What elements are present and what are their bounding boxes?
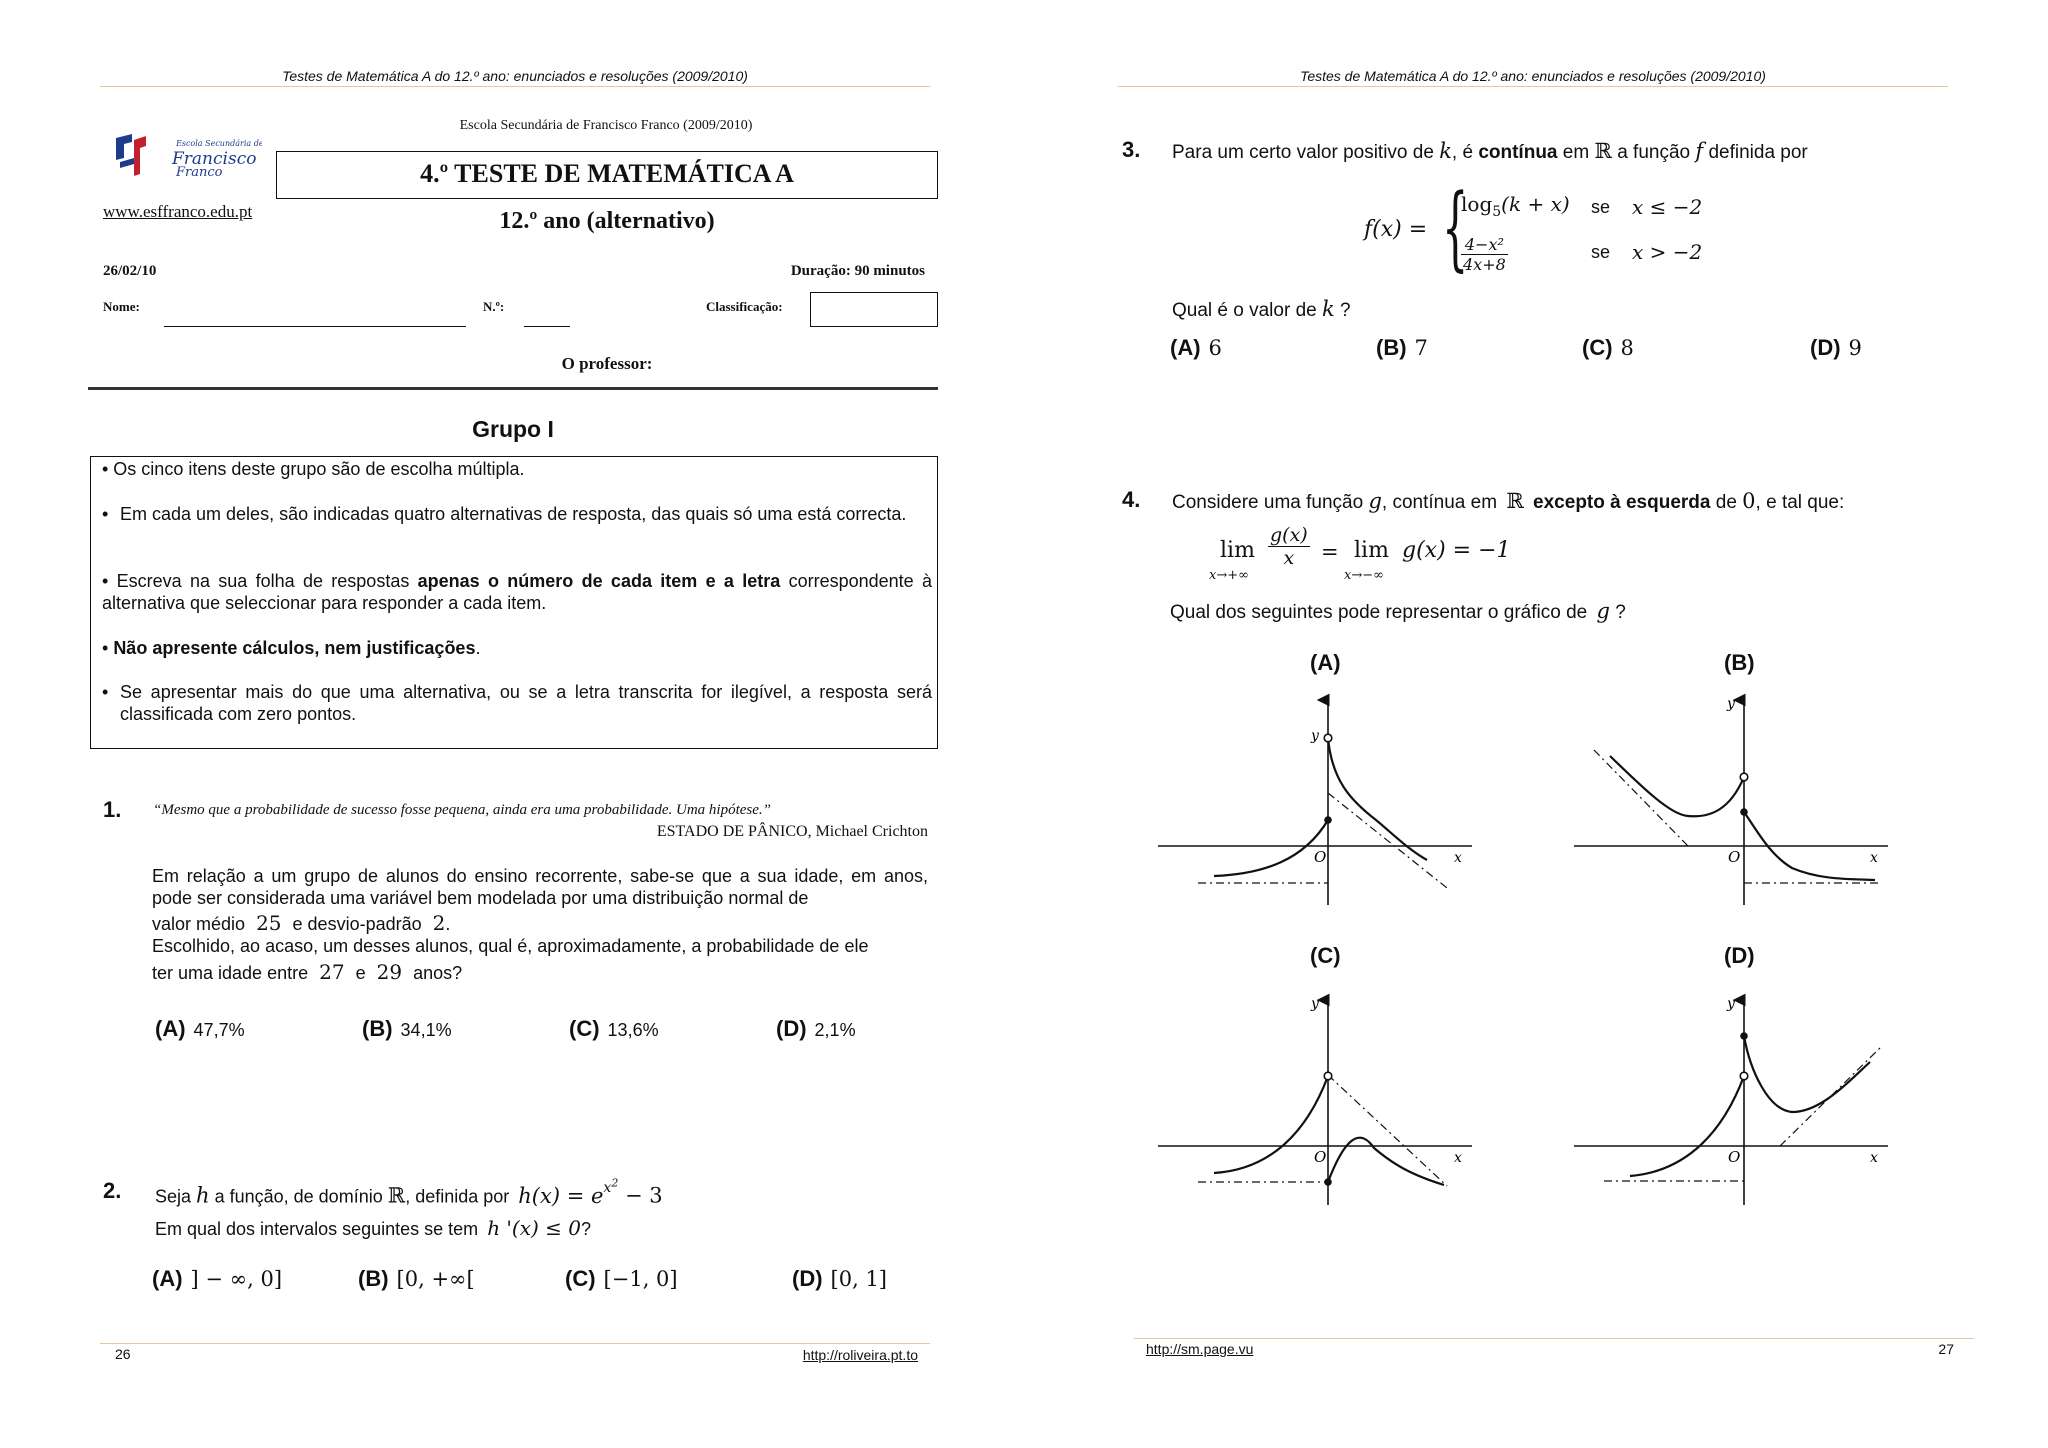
header-rule — [1118, 86, 1948, 87]
graph-d-label[interactable]: (D) — [1724, 943, 1755, 968]
q1-option-a[interactable] — [155, 1016, 245, 1042]
origin-label: O — [1314, 848, 1327, 866]
q3-intro: Para um certo valor positivo de — [1172, 142, 1434, 163]
logo-name-2: Franco — [176, 165, 223, 180]
instruction-1: • Os cinco itens deste grupo são de escolha múltipla. — [102, 459, 525, 479]
q3-se-1: se — [1591, 197, 1611, 217]
q2-qmark: ? — [581, 1219, 592, 1239]
footer-url-right[interactable]: http://sm.page.vu — [1146, 1341, 1254, 1357]
q4-lim-1-sub: x→+∞ — [1209, 568, 1249, 583]
y-label: y — [1727, 996, 1735, 1012]
teacher-label: O professor: — [561, 354, 653, 373]
q4-question — [1170, 599, 1626, 624]
q4-fraction — [1268, 524, 1310, 569]
instruction-4: • Não apresente cálculos, nem justificações. — [102, 638, 481, 658]
instruction-3-pre: • Escreva na sua folha de respostas — [102, 571, 418, 591]
q1-quote: “Mesmo que a probabilidade de sucesso fosse pequena, ainda era uma probabilidade. Uma hipótese.” — [153, 802, 771, 818]
q1-option-b[interactable] — [362, 1016, 452, 1042]
q4-text — [1172, 489, 1844, 514]
q1-text-3: Escolhido, ao acaso, um desses alunos, qual é, aproximadamente, a probabilidade de ele — [152, 936, 869, 956]
school-logo — [112, 116, 262, 196]
q4-equals: = — [1321, 540, 1339, 564]
q2-exponent-power: 2 — [611, 1176, 619, 1189]
footer-rule — [1134, 1338, 1974, 1339]
q3-case-2 — [1461, 235, 1508, 274]
y-label: y — [1727, 696, 1735, 712]
instruction-3-bold: apenas o número de cada item e a letra — [417, 571, 781, 591]
q4-fraction-denominator: x — [1283, 547, 1295, 569]
q3-option-c[interactable] — [1582, 335, 1634, 361]
grade-label: Classificação: — [706, 299, 783, 314]
q3-case-1 — [1461, 192, 1570, 220]
x-label: x — [1454, 850, 1462, 866]
page-number-right: 27 — [1938, 1341, 1954, 1357]
q4-reals: ℝ — [1506, 489, 1524, 513]
q1-mean-value: 25 — [256, 911, 282, 935]
open-point — [1324, 1072, 1332, 1080]
school-website-link[interactable]: www.esffranco.edu.pt — [103, 202, 253, 221]
q3-question — [1172, 297, 1351, 322]
name-label: Nome: — [103, 299, 140, 314]
section-divider — [88, 387, 938, 390]
q2-question: Em qual dos intervalos seguintes se tem — [155, 1219, 479, 1239]
q1-option-c-label: (C) — [569, 1016, 600, 1041]
instruction-4-bold: Não apresente cálculos, nem justificações — [113, 638, 476, 658]
q4-question-g: g — [1596, 599, 1610, 623]
q1-option-c[interactable] — [569, 1016, 659, 1042]
origin-label: O — [1728, 1148, 1741, 1166]
q2-option-d-value: [0, 1] — [830, 1267, 888, 1291]
q3-fx: f(x) = — [1364, 217, 1428, 242]
q4-such-that: , e tal que: — [1755, 492, 1845, 513]
q1-text-1: Em relação a um grupo de alunos do ensino recorrente, sabe-se que a sua idade, em anos, pode ser considerada uma variável bem modelada por uma distribuição normal de — [152, 866, 928, 908]
q3-reals: ℝ — [1594, 139, 1612, 163]
q2-domain-text: a função, de domínio — [214, 1186, 383, 1207]
q3-option-c-value: 8 — [1620, 336, 1634, 360]
q1-option-a-label: (A) — [155, 1016, 186, 1041]
curve-right — [1328, 1138, 1444, 1185]
y-label: y — [1311, 996, 1319, 1012]
q1-period: . — [445, 914, 451, 934]
q1-option-a-value: 47,7% — [193, 1020, 245, 1040]
q3-log-arg: (k + x) — [1501, 192, 1570, 216]
q2-option-c-label: (C) — [565, 1266, 596, 1291]
test-subtitle: 12.º ano (alternativo) — [499, 208, 715, 234]
q1-number: 1. — [103, 797, 122, 822]
q2-option-b-value: [0, +∞[ — [396, 1267, 475, 1291]
q1-option-d-label: (D) — [776, 1016, 807, 1041]
q3-the-function: a função — [1617, 142, 1691, 163]
q3-continuous: contínua — [1478, 142, 1558, 163]
q4-question-text: Qual dos seguintes pode representar o gráfico de — [1170, 602, 1588, 623]
name-field[interactable] — [164, 326, 466, 327]
footer-rule — [100, 1343, 930, 1344]
q2-text-2 — [155, 1216, 591, 1240]
q2-option-c[interactable] — [565, 1266, 678, 1292]
q3-in: em — [1562, 142, 1590, 163]
page-number-left: 26 — [115, 1346, 131, 1362]
instruction-5: • Se apresentar mais do que uma alternativa, ou se a letra transcrita for ilegível, a resposta será classificada com zero pontos. — [102, 682, 932, 724]
number-label: N.º: — [483, 299, 505, 314]
instruction-3 — [102, 570, 932, 614]
running-header: Testes de Matemática A do 12.º ano: enunciados e resoluções (2009/2010) — [282, 68, 748, 84]
x-label: x — [1870, 850, 1878, 866]
q2-option-d-label: (D) — [792, 1266, 823, 1291]
q4-gx: g(x) = −1 — [1402, 538, 1511, 563]
q4-except-left: excepto à esquerda — [1533, 492, 1711, 513]
q3-option-a-label: (A) — [1170, 335, 1201, 360]
q3-cond-1: x ≤ −2 — [1632, 195, 1703, 219]
q1-range-high: 29 — [376, 960, 403, 984]
q1-text-2 — [152, 911, 450, 935]
q3-log: log — [1461, 192, 1493, 216]
graph-b-label[interactable]: (B) — [1724, 650, 1755, 675]
open-point — [1740, 1072, 1748, 1080]
right-page — [1024, 0, 2048, 1448]
q1-option-d[interactable] — [776, 1016, 856, 1042]
q3-is: , é — [1451, 142, 1474, 163]
q2-defined-by: , definida por — [405, 1186, 510, 1207]
q3-question-k: k — [1321, 297, 1335, 321]
q3-fraction-denominator: 4x+8 — [1463, 255, 1506, 274]
graph-c[interactable] — [1154, 990, 1484, 1215]
q3-option-a[interactable] — [1170, 335, 1222, 361]
q2-reals: ℝ — [387, 1183, 406, 1208]
test-date: 26/02/10 — [103, 263, 157, 279]
q3-k: k — [1439, 139, 1452, 163]
q4-fraction-numerator: g(x) — [1270, 524, 1308, 546]
instruction-3-post: correspondente à alternativa que seleccionar para responder a cada item. — [102, 571, 932, 613]
curve-left — [1214, 820, 1328, 876]
q3-option-d-label: (D) — [1810, 335, 1841, 360]
q4-g: g — [1368, 489, 1382, 513]
q2-exponent: x — [603, 1179, 612, 1196]
q3-option-b[interactable] — [1376, 335, 1428, 361]
q3-option-d[interactable] — [1810, 335, 1862, 361]
q3-option-d-value: 9 — [1848, 336, 1862, 360]
q4-lim-2: lim — [1354, 538, 1389, 563]
header-rule — [100, 86, 930, 87]
q2-seja: Seja — [155, 1186, 192, 1207]
graph-d[interactable] — [1570, 990, 1900, 1215]
asymptote-oblique — [1328, 1075, 1447, 1186]
q1-option-c-value: 13,6% — [607, 1020, 659, 1040]
q4-zero: 0 — [1742, 489, 1756, 513]
q3-se-2: se — [1591, 242, 1611, 262]
test-duration: Duração: 90 minutos — [790, 263, 925, 279]
q2-option-c-value: [−1, 0] — [603, 1267, 678, 1291]
q2-option-a-value: ] − ∞, 0] — [190, 1267, 283, 1291]
curve-left — [1610, 756, 1744, 816]
closed-point — [1740, 1032, 1748, 1040]
closed-point — [1324, 1178, 1332, 1186]
q2-h: h — [196, 1183, 210, 1208]
q4-of: de — [1715, 492, 1737, 513]
q1-text-4 — [152, 960, 462, 984]
q2-condition: h '(x) ≤ 0 — [487, 1216, 582, 1240]
q3-defined-by: definida por — [1708, 142, 1808, 163]
q1-sd-label: e desvio-padrão — [292, 914, 422, 934]
q1-quote-source: ESTADO DE PÂNICO, Michael Crichton — [656, 823, 928, 840]
q2-formula: h(x) = e — [518, 1183, 604, 1208]
school-header: Escola Secundária de Francisco Franco (2009/2010) — [459, 118, 753, 133]
q3-log-base: 5 — [1492, 204, 1502, 220]
curve-right — [1744, 1036, 1870, 1112]
q4-lim-1: lim — [1220, 538, 1255, 563]
q1-range-low: 27 — [319, 960, 345, 984]
q2-option-d[interactable] — [792, 1266, 887, 1292]
group-title: Grupo I — [472, 416, 554, 442]
x-label: x — [1454, 1150, 1462, 1166]
q3-brace: { — [1442, 174, 1469, 281]
instruction-2-text: Em cada um deles, são indicadas quatro alternativas de resposta, das quais só uma está correcta. — [120, 504, 907, 524]
q2-option-b[interactable] — [358, 1266, 475, 1292]
q3-cond-2: x > −2 — [1632, 240, 1703, 264]
graph-a[interactable] — [1154, 690, 1484, 915]
curve-left — [1630, 1076, 1744, 1176]
instruction-2: • Em cada um deles, são indicadas quatro alternativas de resposta, das quais só uma está correcta. — [102, 503, 932, 525]
running-header: Testes de Matemática A do 12.º ano: enunciados e resoluções (2009/2010) — [1300, 68, 1766, 84]
q3-option-b-value: 7 — [1414, 336, 1428, 360]
q3-f: f — [1695, 139, 1704, 163]
grade-box[interactable] — [810, 292, 938, 327]
q1-years: anos? — [413, 963, 463, 983]
y-label: y — [1311, 728, 1319, 744]
number-field[interactable] — [524, 326, 570, 327]
footer-url-left[interactable]: http://roliveira.pt.to — [802, 1347, 918, 1363]
q3-fraction-numerator: 4−x² — [1461, 235, 1508, 255]
graph-a-label[interactable]: (A) — [1310, 650, 1341, 675]
graph-c-label[interactable]: (C) — [1310, 943, 1341, 968]
x-label: x — [1870, 1150, 1878, 1166]
q3-option-a-value: 6 — [1208, 336, 1222, 360]
instruction-5-text: Se apresentar mais do que uma alternativa, ou se a letra transcrita for ilegível, a resposta será classificada com zero pontos. — [120, 682, 932, 724]
q2-option-a-label: (A) — [152, 1266, 183, 1291]
closed-point — [1324, 816, 1332, 824]
q4-number: 4. — [1122, 487, 1141, 512]
curve-left — [1214, 1076, 1328, 1173]
instruction-4-post: . — [475, 638, 481, 658]
q4-lim-2-sub: x→−∞ — [1344, 568, 1384, 583]
logo-small-text: Escola Secundária de — [176, 139, 262, 148]
origin-label: O — [1314, 1148, 1327, 1166]
q4-intro: Considere uma função — [1172, 492, 1364, 513]
q1-option-b-label: (B) — [362, 1016, 393, 1041]
q2-text-1 — [155, 1176, 663, 1208]
q1-mean-label: valor médio — [152, 914, 246, 934]
q3-option-b-label: (B) — [1376, 335, 1407, 360]
q1-option-b-value: 34,1% — [400, 1020, 452, 1040]
q1-option-d-value: 2,1% — [814, 1020, 856, 1040]
q3-question-mark: ? — [1340, 300, 1351, 321]
q4-continuous-in: , contínua em — [1381, 492, 1498, 513]
q2-option-b-label: (B) — [358, 1266, 389, 1291]
logo-name-1: Francisco — [172, 149, 257, 169]
graph-b[interactable] — [1570, 690, 1900, 915]
q1-sd-value: 2 — [432, 911, 446, 935]
q3-number: 3. — [1122, 137, 1141, 162]
q2-number: 2. — [103, 1178, 122, 1203]
closed-point — [1740, 808, 1748, 816]
origin-label: O — [1728, 848, 1741, 866]
test-title: 4.º TESTE DE MATEMÁTICA A — [276, 151, 938, 199]
q2-option-a[interactable] — [152, 1266, 282, 1292]
q1-and: e — [355, 963, 366, 983]
q3-question-text: Qual é o valor de — [1172, 300, 1317, 321]
open-point — [1740, 773, 1748, 781]
q3-option-c-label: (C) — [1582, 335, 1613, 360]
q2-minus-three: − 3 — [618, 1183, 663, 1208]
open-point — [1324, 734, 1332, 742]
asymptote-oblique — [1594, 750, 1688, 846]
curve-right — [1328, 738, 1427, 860]
q4-question-mark: ? — [1615, 602, 1626, 623]
q1-range-label: ter uma idade entre — [152, 963, 309, 983]
asymptote-oblique — [1328, 793, 1447, 888]
q3-text — [1172, 139, 1808, 164]
